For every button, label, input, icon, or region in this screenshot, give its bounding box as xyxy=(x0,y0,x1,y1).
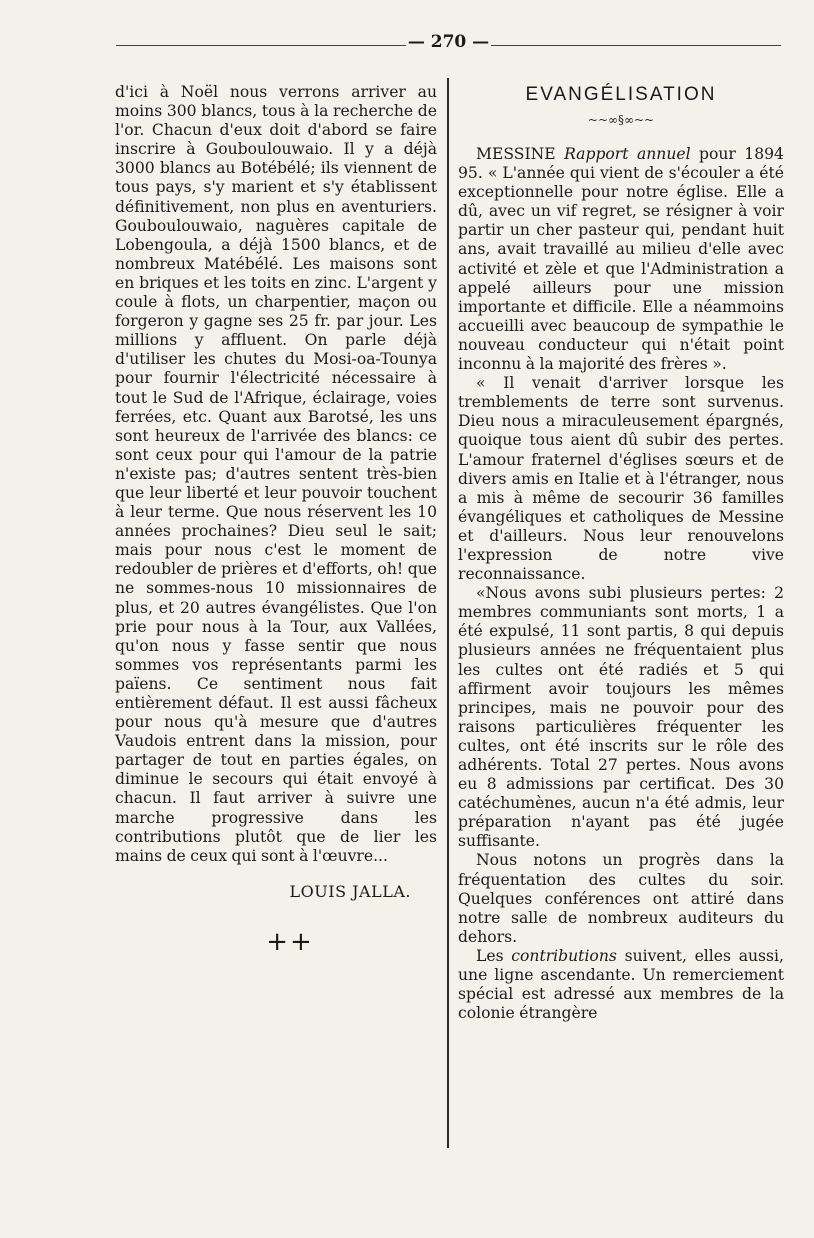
body-paragraph xyxy=(458,145,784,374)
header-rule-left xyxy=(116,45,406,46)
page-header xyxy=(116,30,781,60)
paragraph-text: pour 1894 95. « L'année qui vient de s'écouler a été exceptionnelle pour notre église. Elle a dû, avec un vif regret, se résigner à voir partir un cher pasteur qui, pendant huit ans, avait travaillé au milieu d'elle avec activité et zèle et que l'Administration a appelé ailleurs pour une mission importante et difficile. Elle a néammoins accueilli avec beaucoup de sympathie le nouveau conducteur qui n'était point inconnu à la majorité des frères ». xyxy=(458,145,784,374)
report-title: Rapport annuel xyxy=(564,145,691,163)
body-paragraph: Nous notons un progrès dans la fréquentation des cultes du soir. Quelques conférences ont attiré dans notre salle de nombreux auditeurs du dehors. xyxy=(458,851,784,946)
place-name: MESSINE xyxy=(476,145,556,163)
signature: LOUIS JALLA. xyxy=(289,881,411,901)
section-title: EVANGÉLISATION xyxy=(525,84,717,105)
body-paragraph: d'ici à Noël nous verrons arriver au moins 300 blancs, tous à la recherche de l'or. Chacun d'eux doit d'abord se faire inscrire à Gouboulouwaio. Il y a déjà 3000 blancs au Botébélé; ils viennent de tous pays, s'y marient et s'y établissent définitivement, non plus en aventuriers. Gouboulouwaio, naguères capitale de Lobengoula, a déjà 1500 blancs, et de nombreux Matébélé. Les maisons sont en briques et les toits en zinc. L'argent y coule à flots, un charpentier, maçon ou forgeron y gagne ses 25 fr. par jour. Les millions y affluent. On parle déjà d'utiliser les chutes du Mosi-oa-Tounya pour fournir l'électricité nécessaire à tout le Sud de l'Afrique, éclairage, voies ferrées, etc. Quant aux Barotsé, les uns sont heureux de l'arrivée des blancs: ce sont ceux pour qui l'amour de la patrie n'existe pas; d'autres sentent très-bien que leur liberté et leur pouvoir touchent à leur terme. Que nous réservent les 10 années prochaines? Dieu seul le sait; mais pour nous c'est le moment de redoubler de prières et d'efforts, oh! que ne sommes-nous 10 missionnaires de plus, et 20 autres évangélistes. Que l'on prie pour nous à la Tour, aux Vallées, qu'on nous y fasse sentir que nous sommes vos représentants parmi les païens. Ce sentiment nous fait entièrement défaut. Il est aussi fâcheux pour nous qu'à mesure que d'autres Vaudois entrent dans la mission, pour partager de tout en parties égales, on diminue le secours qui était envoyé à chacun. Il faut arriver à suivre une marche progressive dans les contributions plutôt que de lier les mains de ceux qui sont à l'œuvre... xyxy=(115,83,437,865)
paragraph-text: Les xyxy=(476,946,504,965)
emphasis-word: contributions xyxy=(511,946,617,965)
ornament-flourish: ~~∞§∞~~ xyxy=(587,113,655,127)
end-mark: ++ xyxy=(266,926,314,957)
page-number: — 270 — xyxy=(407,32,490,52)
body-paragraph: «Nous avons subi plusieurs pertes: 2 membres communiants sont morts, 1 a été expulsé, 11 sont partis, 8 qui depuis plusieurs années ne fréquentaient plus les cultes ont été radiés et 5 qui affirment avoir toujours les mêmes principes, mais ne pouvoir pour des raisons particulières fréquenter les cultes, ont été inscrits sur le rôle des adhérents. Total 27 pertes. Nous avons eu 8 admissions par certificat. Des 30 catéchumènes, aucun n'a été admis, leur préparation n'ayant pas été jugée suffisante. xyxy=(458,584,784,851)
body-paragraph: « Il venait d'arriver lorsque les tremblements de terre sont survenus. Dieu nous a miraculeusement épargnés, quoique tous aient dû subir des pertes. L'amour fraternel d'églises sœurs et de divers amis en Italie et à l'étranger, nous a mis à même de secourir 36 familles évangéliques et catholiques de Messine et d'ailleurs. Nous leur renouvelons l'expression de notre vive reconnaissance. xyxy=(458,374,784,584)
right-column xyxy=(458,83,784,1023)
column-divider xyxy=(447,78,449,1148)
left-column xyxy=(115,83,437,957)
header-rule-right xyxy=(491,45,781,46)
body-paragraph xyxy=(458,947,784,1023)
paragraph-text: suivent, elles aussi, une ligne ascendante. Un remerciement spécial est adressé aux membres de la colonie étrangère xyxy=(458,946,784,1023)
